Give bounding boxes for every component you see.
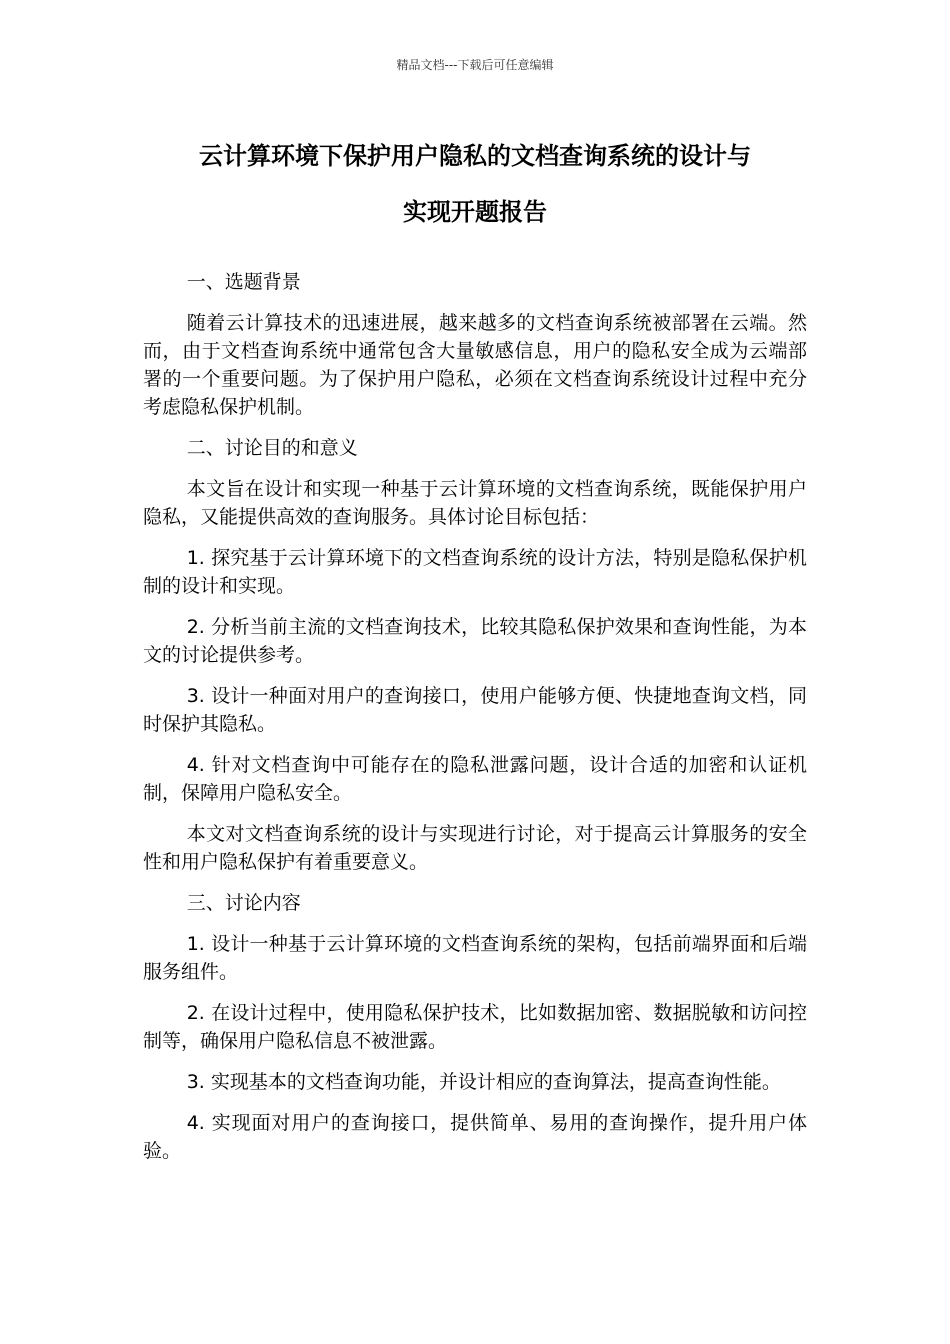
- content-item: 2. 在设计过程中，使用隐私保护技术，比如数据加密、数据脱敏和访问控制等，确保用户隐私信息不被泄露。: [143, 1002, 807, 1052]
- document-title: [100, 128, 850, 240]
- section-heading-background: 一、选题背景: [186, 271, 301, 293]
- section-heading-purpose: 二、讨论目的和意义: [186, 437, 358, 459]
- section-heading-content: 三、讨论内容: [186, 892, 301, 914]
- content-item: 3. 实现基本的文档查询功能，并设计相应的查询算法，提高查询性能。: [186, 1071, 781, 1093]
- purpose-item: 2. 分析当前主流的文档查询技术，比较其隐私保护效果和查询性能，为本文的讨论提供参考。: [143, 616, 807, 666]
- background-paragraph: 随着云计算技术的迅速进展，越来越多的文档查询系统被部署在云端。然而，由于文档查询系统中通常包含大量敏感信息，用户的隐私安全成为云端部署的一个重要问题。为了保护用户隐私，必须在文档查询系统设计过程中充分考虑隐私保护机制。: [143, 312, 807, 418]
- content-item: 1. 设计一种基于云计算环境的文档查询系统的架构，包括前端界面和后端服务组件。: [143, 933, 807, 983]
- content-item: 4. 实现面对用户的查询接口，提供简单、易用的查询操作，提升用户体验。: [143, 1112, 807, 1162]
- title-line-1: 云计算环境下保护用户隐私的文档查询系统的设计与: [199, 142, 751, 170]
- purpose-item: 3. 设计一种面对用户的查询接口，使用户能够方便、快捷地查询文档，同时保护其隐私。: [143, 685, 807, 735]
- title-line-2: 实现开题报告: [403, 198, 547, 226]
- purpose-item: 1. 探究基于云计算环境下的文档查询系统的设计方法，特别是隐私保护机制的设计和实现。: [143, 547, 807, 597]
- document-body: [143, 268, 807, 1178]
- header-note: 精品文档---下载后可任意编辑: [396, 58, 554, 72]
- purpose-item: 4. 针对文档查询中可能存在的隐私泄露问题，设计合适的加密和认证机制，保障用户隐私安全。: [143, 754, 807, 804]
- purpose-intro-paragraph: 本文旨在设计和实现一种基于云计算环境的文档查询系统，既能保护用户隐私，又能提供高效的查询服务。具体讨论目标包括：: [143, 478, 807, 528]
- purpose-summary-paragraph: 本文对文档查询系统的设计与实现进行讨论，对于提高云计算服务的安全性和用户隐私保护有着重要意义。: [143, 823, 807, 873]
